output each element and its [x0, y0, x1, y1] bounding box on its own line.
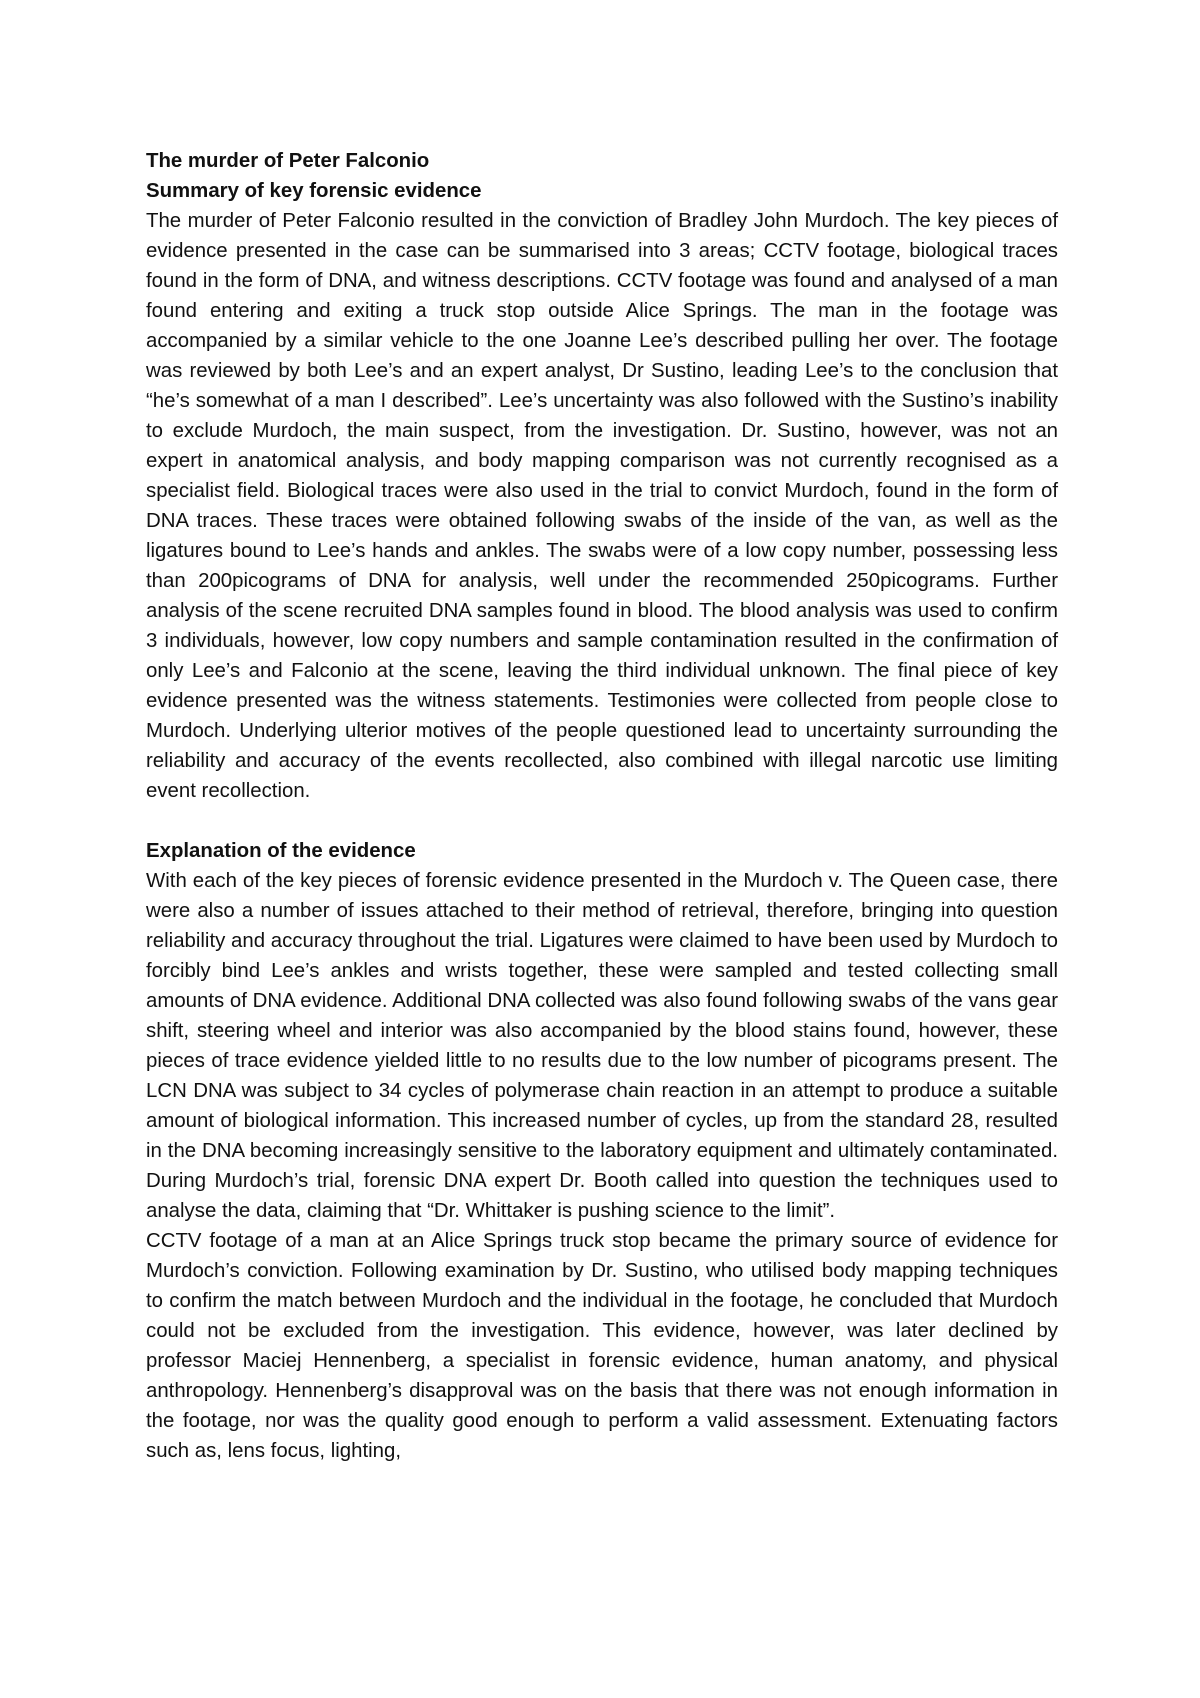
explanation-paragraph-dna: With each of the key pieces of forensic evidence presented in the Murdoch v. The Queen case, there were also a number of issues attached to their method of retrieval, therefore, bringing into question reliability and accuracy throughout the trial. Ligatures were claimed to have been used by Murdoch to forcibly bind Lee’s ankles and wrists together, these were sampled and tested collecting small amounts of DNA evidence. Additional DNA collected was also found following swabs of the vans gear shift, steering wheel and interior was also accompanied by the blood stains found, however, these pieces of trace evidence yielded little to no results due to the low number of picograms present. The LCN DNA was subject to 34 cycles of polymerase chain reaction in an attempt to produce a suitable amount of biological information. This increased number of cycles, up from the standard 28, resulted in the DNA becoming increasingly sensitive to the laboratory equipment and ultimately contaminated. During Murdoch’s trial, forensic DNA expert Dr. Booth called into question the techniques used to analyse the data, claiming that “Dr. Whittaker is pushing science to the limit”.: [146, 870, 1058, 1222]
document-title: The murder of Peter Falconio: [146, 150, 430, 172]
document-body: [146, 146, 1058, 1466]
summary-paragraph: The murder of Peter Falconio resulted in the conviction of Bradley John Murdoch. The key pieces of evidence presented in the case can be summarised into 3 areas; CCTV footage, biological traces found in the form of DNA, and witness descriptions. CCTV footage was found and analysed of a man found entering and exiting a truck stop outside Alice Springs. The man in the footage was accompanied by a similar vehicle to the one Joanne Lee’s described pulling her over. The footage was reviewed by both Lee’s and an expert analyst, Dr Sustino, leading Lee’s to the conclusion that “he’s somewhat of a man I described”. Lee’s uncertainty was also followed with the Sustino’s inability to exclude Murdoch, the main suspect, from the investigation. Dr. Sustino, however, was not an expert in anatomical analysis, and body mapping comparison was not currently recognised as a specialist field. Biological traces were also used in the trial to convict Murdoch, found in the form of DNA traces. These traces were obtained following swabs of the inside of the van, as well as the ligatures bound to Lee’s hands and ankles. The swabs were of a low copy number, possessing less than 200picograms of DNA for analysis, well under the recommended 250picograms. Further analysis of the scene recruited DNA samples found in blood. The blood analysis was used to confirm 3 individuals, however, low copy numbers and sample contamination resulted in the confirmation of only Lee’s and Falconio at the scene, leaving the third individual unknown. The final piece of key evidence presented was the witness statements. Testimonies were collected from people close to Murdoch. Underlying ulterior motives of the people questioned lead to uncertainty surrounding the reliability and accuracy of the events recollected, also combined with illegal narcotic use limiting event recollection.: [146, 210, 1058, 802]
paragraph-spacer: [146, 806, 1058, 836]
explanation-paragraph-cctv: CCTV footage of a man at an Alice Springs truck stop became the primary source of evidence for Murdoch’s conviction. Following examination by Dr. Sustino, who utilised body mapping techniques to confirm the match between Murdoch and the individual in the footage, he concluded that Murdoch could not be excluded from the investigation. This evidence, however, was later declined by professor Maciej Hennenberg, a specialist in forensic evidence, human anatomy, and physical anthropology. Hennenberg’s disapproval was on the basis that there was not enough information in the footage, nor was the quality good enough to perform a valid assessment. Extenuating factors such as, lens focus, lighting,: [146, 1230, 1058, 1462]
section-heading-summary: Summary of key forensic evidence: [146, 180, 482, 202]
section-heading-explanation: Explanation of the evidence: [146, 840, 416, 862]
